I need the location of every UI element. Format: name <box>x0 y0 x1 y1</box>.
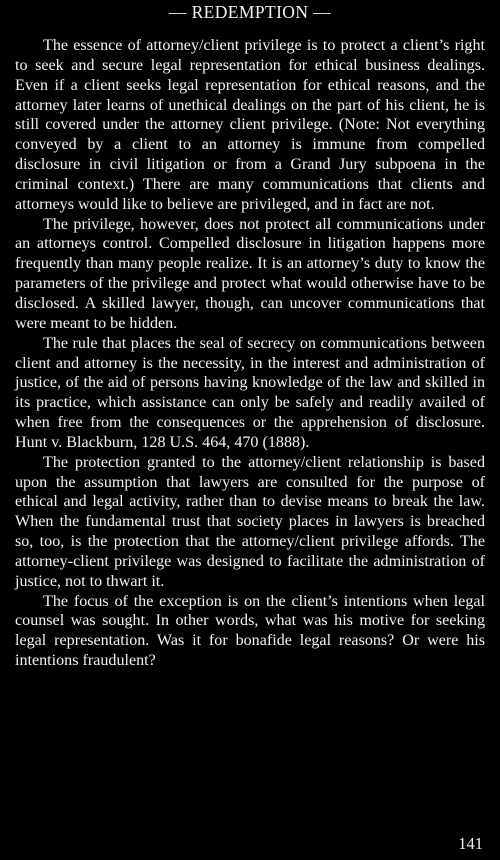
paragraph: The essence of attorney/client privilege is to protect a client’s right to seek and secure legal representation for ethical business dealings. Even if a client seeks legal representation for ethical reasons, and the attorney later learns of unethical dealings on the part of his client, he is still covered under the attorney client privilege. (Note: Not everything conveyed by a client to an attorney is immune from compelled disclosure in civil litigation or from a Grand Jury subpoena in the criminal context.) There are many communications that clients and attorneys would like to believe are privileged, and in fact are not. <box>15 37 485 213</box>
page-number: 141 <box>458 834 483 853</box>
paragraph: The focus of the exception is on the client’s intentions when legal counsel was sought. In other words, what was his motive for seeking legal representation. Was it for bonafide legal reasons? Or were his intentions fraudulent? <box>15 592 485 670</box>
paragraph: The privilege, however, does not protect all communications under an attorneys control. Compelled disclosure in litigation happens more frequently than many people realize. It is an attorney’s duty to know the parameters of the privilege and protect what would otherwise have to be disclosed. A skilled lawyer, though, can uncover communications that were meant to be hidden. <box>15 215 485 332</box>
running-head: — REDEMPTION — <box>168 2 332 22</box>
body-text <box>15 36 485 671</box>
paragraph: The protection granted to the attorney/client relationship is based upon the assumption that lawyers are consulted for the purpose of ethical and legal activity, rather than to devise means to break the law. When the fundamental trust that society places in lawyers is breached so, too, is the protection that the attorney/client privilege affords. The attorney-client privilege was designed to facilitate the administration of justice, not to thwart it. <box>15 453 485 590</box>
paragraph: The rule that places the seal of secrecy on communications between client and attorney is the necessity, in the interest and administration of justice, of the aid of persons having knowledge of the law and skilled in its practice, which assistance can only be safely and readily availed of when free from the consequences or the apprehension of disclosure. Hunt v. Blackburn, 128 U.S. 464, 470 (1888). <box>15 334 485 451</box>
